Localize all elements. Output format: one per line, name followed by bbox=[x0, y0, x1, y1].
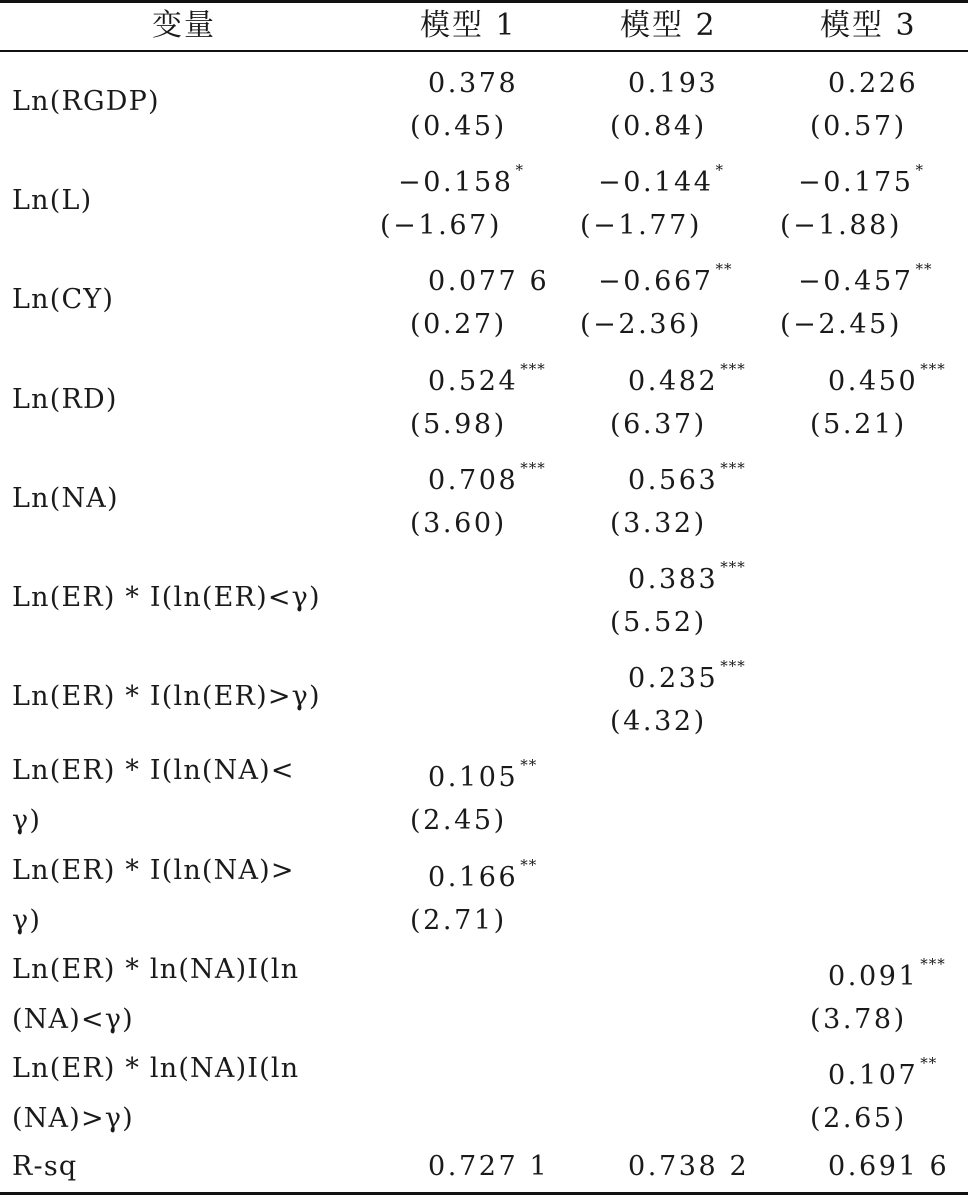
coefficient-value: 0.524 bbox=[428, 365, 519, 397]
header-model-3: 模型 3 bbox=[820, 8, 917, 43]
significance-stars: *** bbox=[720, 458, 746, 477]
t-statistic-m3: (3.78) bbox=[810, 1003, 907, 1035]
coefficient-value: −0.144 bbox=[598, 167, 714, 199]
t-statistic-m3: (2.65) bbox=[810, 1103, 907, 1134]
coefficient-m3 bbox=[828, 1044, 937, 1101]
row-label: Ln(CY) bbox=[12, 284, 115, 316]
coefficient-m3 bbox=[828, 350, 946, 407]
coefficient-m2 bbox=[628, 350, 746, 407]
t-statistic-m1: (0.27) bbox=[410, 309, 507, 341]
coefficient-value: 0.193 bbox=[628, 68, 719, 99]
row-label: Ln(L) bbox=[12, 185, 93, 217]
t-statistic-m1: (−1.67) bbox=[380, 210, 503, 242]
row-label: Ln(ER) * I(ln(NA)> bbox=[12, 854, 295, 886]
coefficient-value: 0.482 bbox=[628, 365, 719, 397]
row-label: Ln(ER) * ln(NA)I(ln bbox=[12, 1053, 300, 1084]
coefficient-m1 bbox=[428, 52, 520, 109]
bottom-rule bbox=[0, 1192, 968, 1195]
coefficient-value: −0.457 bbox=[798, 266, 914, 298]
significance-stars: ** bbox=[520, 855, 538, 874]
t-statistic-m2: (0.84) bbox=[610, 111, 707, 142]
coefficient-m2 bbox=[628, 449, 746, 506]
coefficient-value: 0.378 bbox=[428, 68, 519, 99]
row-label: Ln(RD) bbox=[12, 383, 118, 415]
coefficient-value: −0.667 bbox=[598, 266, 714, 298]
coefficient-m2 bbox=[628, 647, 746, 704]
t-statistic-m1: (0.45) bbox=[410, 111, 507, 142]
significance-stars: *** bbox=[520, 359, 546, 378]
coefficient-value: 0.226 bbox=[828, 68, 919, 99]
coefficient-m2 bbox=[628, 52, 720, 109]
rsq-label: R-sq bbox=[12, 1151, 78, 1182]
coefficient-m3 bbox=[828, 945, 946, 1002]
coefficient-m1 bbox=[428, 846, 537, 903]
coefficient-value: 0.166 bbox=[428, 861, 519, 893]
significance-stars: *** bbox=[720, 558, 746, 576]
significance-stars: ** bbox=[715, 260, 733, 279]
row-label: (NA)>γ) bbox=[12, 1103, 134, 1134]
significance-stars: ** bbox=[920, 1054, 938, 1072]
coefficient-m1 bbox=[428, 250, 551, 307]
row-label: Ln(NA) bbox=[12, 482, 119, 514]
t-statistic-m3: (5.21) bbox=[810, 408, 907, 440]
coefficient-value: 0.091 bbox=[828, 960, 919, 992]
coefficient-m1 bbox=[428, 449, 546, 506]
coefficient-value: −0.175 bbox=[798, 167, 914, 199]
header-model-2: 模型 2 bbox=[620, 8, 717, 43]
row-label: Ln(ER) * ln(NA)I(ln bbox=[12, 953, 300, 985]
rsq-model-3: 0.691 6 bbox=[828, 1151, 950, 1182]
t-statistic-m1: (5.98) bbox=[410, 408, 507, 440]
coefficient-value: 0.563 bbox=[628, 464, 719, 496]
row-label: γ) bbox=[12, 805, 42, 837]
t-statistic-m1: (3.60) bbox=[410, 507, 507, 539]
coefficient-m3 bbox=[798, 151, 924, 208]
significance-stars: ** bbox=[520, 756, 538, 775]
coefficient-m3 bbox=[828, 52, 920, 109]
coefficient-m1 bbox=[428, 746, 537, 803]
rsq-model-1: 0.727 1 bbox=[428, 1151, 550, 1182]
coefficient-m2 bbox=[598, 250, 733, 307]
header-variable: 变量 bbox=[152, 8, 216, 43]
coefficient-value: 0.235 bbox=[628, 663, 719, 695]
t-statistic-m2: (−2.36) bbox=[580, 309, 703, 341]
t-statistic-m1: (2.45) bbox=[410, 805, 507, 837]
t-statistic-m3: (−1.88) bbox=[780, 210, 903, 242]
t-statistic-m1: (2.71) bbox=[410, 904, 507, 936]
significance-stars: *** bbox=[720, 359, 746, 378]
t-statistic-m2: (6.37) bbox=[610, 408, 707, 440]
row-label: (NA)<γ) bbox=[12, 1003, 134, 1035]
row-label: Ln(RGDP) bbox=[12, 86, 160, 117]
coefficient-m1 bbox=[398, 151, 524, 208]
coefficient-value: 0.077 6 bbox=[428, 266, 550, 298]
significance-stars: *** bbox=[920, 954, 946, 973]
significance-stars: * bbox=[715, 161, 725, 180]
coefficient-value: 0.450 bbox=[828, 365, 919, 397]
rsq-model-2: 0.738 2 bbox=[628, 1151, 750, 1182]
t-statistic-m3: (0.57) bbox=[810, 111, 907, 142]
coefficient-value: −0.158 bbox=[398, 167, 514, 199]
coefficient-value: 0.105 bbox=[428, 762, 519, 794]
header-model-1: 模型 1 bbox=[420, 8, 517, 43]
coefficient-value: 0.383 bbox=[628, 564, 719, 595]
significance-stars: *** bbox=[520, 458, 546, 477]
significance-stars: * bbox=[915, 161, 925, 180]
significance-stars: ** bbox=[915, 260, 933, 279]
significance-stars: *** bbox=[720, 657, 746, 676]
row-label: Ln(ER) * I(ln(NA)< bbox=[12, 755, 295, 787]
coefficient-m2 bbox=[628, 548, 746, 605]
t-statistic-m2: (4.32) bbox=[610, 706, 707, 738]
significance-stars: *** bbox=[920, 359, 946, 378]
coefficient-m1 bbox=[428, 350, 546, 407]
t-statistic-m3: (−2.45) bbox=[780, 309, 903, 341]
coefficient-m2 bbox=[598, 151, 724, 208]
t-statistic-m2: (−1.77) bbox=[580, 210, 703, 242]
row-label: Ln(ER) * I(ln(ER)<γ) bbox=[12, 582, 321, 613]
top-rule bbox=[0, 0, 968, 3]
row-label: γ) bbox=[12, 904, 42, 936]
row-label: Ln(ER) * I(ln(ER)>γ) bbox=[12, 681, 321, 713]
coefficient-value: 0.107 bbox=[828, 1060, 919, 1091]
coefficient-m3 bbox=[798, 250, 933, 307]
t-statistic-m2: (3.32) bbox=[610, 507, 707, 539]
significance-stars: * bbox=[515, 161, 525, 180]
t-statistic-m2: (5.52) bbox=[610, 607, 707, 638]
coefficient-value: 0.708 bbox=[428, 464, 519, 496]
